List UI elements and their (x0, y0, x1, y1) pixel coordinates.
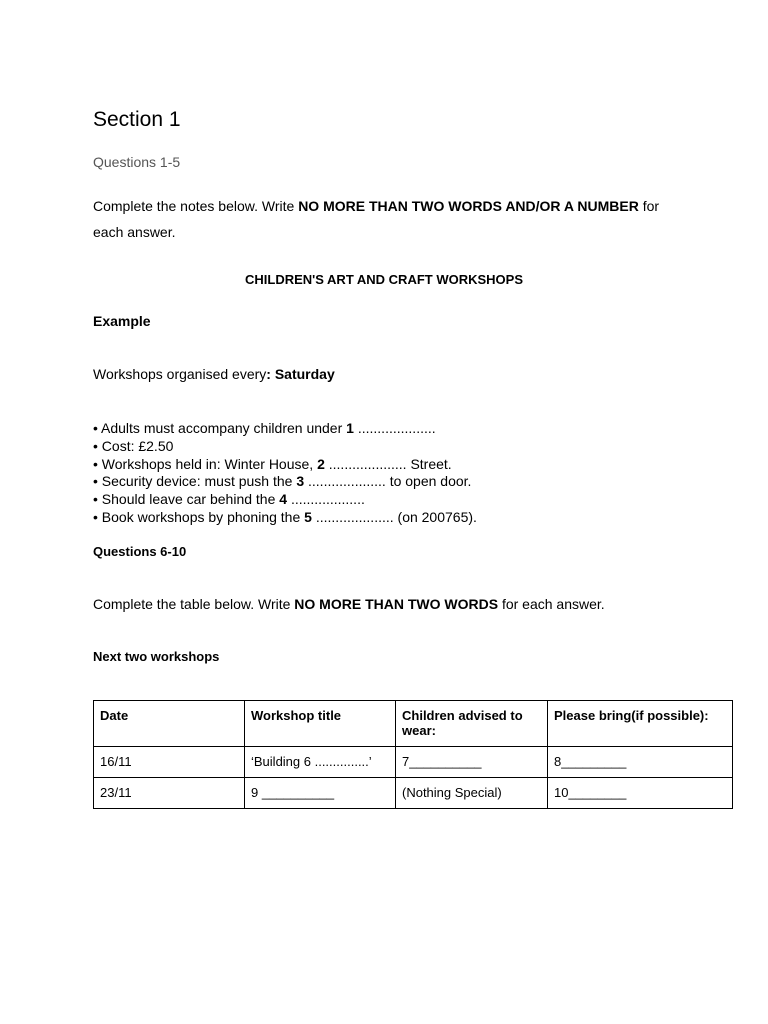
instructions-table-bold: NO MORE THAN TWO WORDS (294, 596, 499, 612)
cell-date: 16/11 (94, 747, 245, 778)
instructions-table (93, 596, 605, 612)
workshops-table (93, 700, 733, 809)
header-workshop-title: Workshop title (245, 701, 396, 747)
cell-date: 23/11 (94, 778, 245, 809)
section-title: Section 1 (93, 108, 181, 131)
table-row (94, 778, 733, 809)
notes-bullet-list (93, 420, 477, 527)
header-please-bring: Please bring(if possible): (548, 701, 733, 747)
header-children-wear: Children advised to wear: (396, 701, 548, 747)
questions-range-label: Questions 1-5 (93, 154, 181, 170)
instructions-notes (93, 193, 693, 245)
bullet-item: • Book workshops by phoning the 5 .................... (on 200765). (93, 508, 477, 525)
table-row (94, 747, 733, 778)
header-date: Date (94, 701, 245, 747)
bullet-item: • Should leave car behind the 4 ................... (93, 491, 365, 508)
example-line-answer: : Saturday (266, 366, 335, 382)
bullet-item: • Security device: must push the 3 .................... to open door. (93, 473, 472, 490)
cell-children-wear: 7__________ (396, 747, 548, 778)
cell-please-bring: 10________ (548, 778, 733, 809)
questions-6-10-label: Questions 6-10 (93, 544, 187, 559)
example-line (93, 366, 335, 382)
cell-children-wear: (Nothing Special) (396, 778, 548, 809)
bullet-item: • Cost: £2.50 (93, 437, 174, 454)
cell-workshop-title: ‘Building 6 ...............’ (245, 747, 396, 778)
bullet-item: • Workshops held in: Winter House, 2 .................... Street. (93, 455, 452, 472)
cell-please-bring: 8_________ (548, 747, 733, 778)
example-label: Example (93, 313, 151, 329)
instructions-table-prefix: Complete the table below. Write (93, 596, 295, 612)
instructions-notes-prefix: Complete the notes below. Write (93, 198, 299, 214)
table-header-row (94, 701, 733, 747)
cell-workshop-title: 9 __________ (245, 778, 396, 809)
bullet-item: • Adults must accompany children under 1 .................... (93, 420, 436, 436)
instructions-notes-suffix: for each answer. (93, 198, 660, 240)
workshops-heading: CHILDREN'S ART AND CRAFT WORKSHOPS (244, 272, 523, 287)
table-title: Next two workshops (93, 649, 220, 664)
example-line-prefix: Workshops organised every (93, 366, 267, 382)
instructions-table-suffix: for each answer. (498, 596, 605, 612)
instructions-notes-bold: NO MORE THAN TWO WORDS AND/OR A NUMBER (298, 198, 639, 214)
